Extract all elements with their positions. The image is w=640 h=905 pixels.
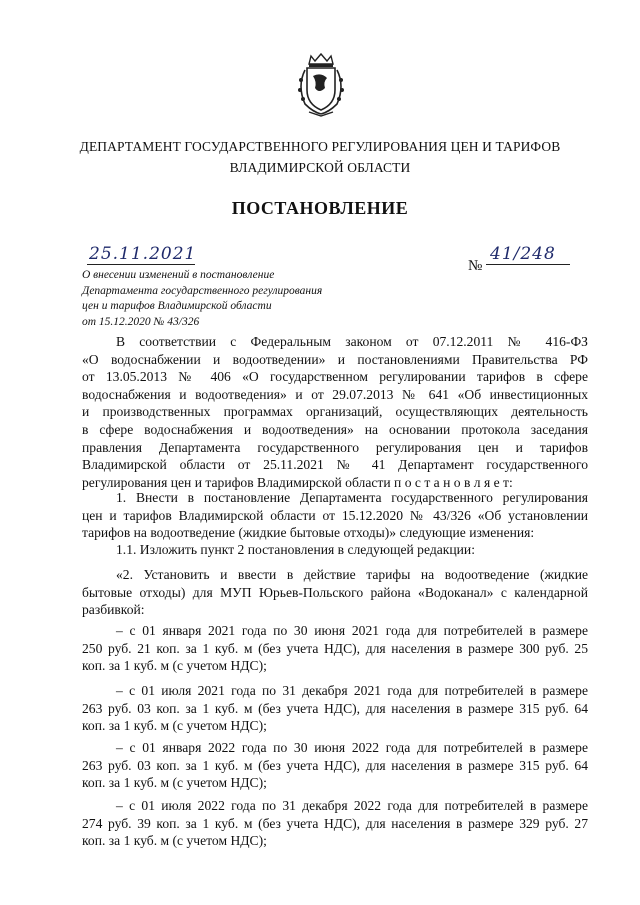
department-name-line2: ВЛАДИМИРСКОЙ ОБЛАСТИ bbox=[229, 160, 411, 175]
number-label: № bbox=[468, 258, 483, 274]
text-line: 1.1. Изложить пункт 2 постановления в следующей редакции: bbox=[116, 542, 475, 557]
text-line: – с 01 января 2021 года по 30 июня 2021 года для потребителей в размере bbox=[116, 623, 588, 638]
tariff-period-3 bbox=[82, 739, 588, 792]
text-line: бытовые отходы) для МУП Юрьев-Польского района «Водоканал» с календарной bbox=[82, 584, 588, 600]
text-line: в сфере водоснабжения и водоотведения» на основании протокола заседания bbox=[82, 421, 588, 437]
text-line: В соответствии с Федеральным законом от 07.12.2011 № 416-ФЗ bbox=[116, 334, 588, 349]
text-line: «2. Установить и ввести в действие тарифы на водоотведение (жидкие bbox=[116, 567, 588, 582]
tariff-period-2 bbox=[82, 682, 588, 735]
text-line: коп. за 1 куб. м (с учетом НДС); bbox=[82, 775, 267, 791]
text-line: коп. за 1 куб. м (с учетом НДС); bbox=[82, 833, 267, 849]
paragraph-item-1 bbox=[82, 489, 588, 542]
text-line: регулирования цен и тарифов Владимирской области п о с т а н о в л я е т: bbox=[82, 474, 513, 490]
text-line: – с 01 января 2022 года по 30 июня 2022 года для потребителей в размере bbox=[116, 740, 588, 755]
text-line: 263 руб. 03 коп. за 1 куб. м (без учета НДС), для населения в размере 315 руб. 64 bbox=[82, 700, 588, 716]
subject-line: от 15.12.2020 № 43/326 bbox=[82, 315, 200, 328]
text-line: правления Департамента государственного регулирования цен и тарифов bbox=[82, 439, 588, 455]
text-line: – с 01 июля 2022 года по 31 декабря 2022 года для потребителей в размере bbox=[116, 798, 588, 813]
tariff-period-4 bbox=[82, 797, 588, 850]
department-name-line1: ДЕПАРТАМЕНТ ГОСУДАРСТВЕННОГО РЕГУЛИРОВАНИЯ ЦЕН И ТАРИФОВ bbox=[79, 139, 561, 154]
text-line: разбивкой: bbox=[82, 602, 145, 618]
text-line: Владимирской области от 25.11.2021 № 41 Департамент государственного bbox=[82, 457, 588, 473]
document-number: 41/248 bbox=[486, 244, 570, 265]
tariff-period-1 bbox=[82, 622, 588, 675]
paragraph-item-2 bbox=[82, 566, 588, 619]
paragraph-preamble bbox=[82, 333, 588, 491]
text-line: 250 руб. 21 коп. за 1 куб. м (без учета НДС), для населения в размере 300 руб. 25 bbox=[82, 640, 588, 656]
subject-line: Департамента государственного регулирования bbox=[82, 284, 323, 297]
text-line: – с 01 июля 2021 года по 31 декабря 2021 года для потребителей в размере bbox=[116, 683, 588, 698]
text-line: 1. Внести в постановление Департамента государственного регулирования bbox=[116, 490, 588, 505]
coat-of-arms-icon bbox=[293, 52, 349, 118]
document-subject bbox=[82, 268, 372, 330]
text-line: 274 руб. 39 коп. за 1 куб. м (без учета НДС), для населения в размере 329 руб. 27 bbox=[82, 815, 588, 831]
text-line: цен и тарифов Владимирской области от 15.12.2020 № 43/326 «Об установлении bbox=[82, 507, 588, 523]
document-date: 25.11.2021 bbox=[89, 244, 197, 264]
text-line: водоснабжения и водоотведения» и от 29.07.2013 № 641 «Об инвестиционных bbox=[82, 386, 588, 402]
text-line: от 13.05.2013 № 406 «О государственном регулировании тарифов в сфере bbox=[82, 369, 588, 385]
text-line: и производственных программах организаций, осуществляющих деятельность bbox=[82, 404, 588, 420]
paragraph-item-1-1 bbox=[82, 541, 588, 559]
subject-line: цен и тарифов Владимирской области bbox=[82, 300, 272, 312]
text-line: коп. за 1 куб. м (с учетом НДС); bbox=[82, 718, 267, 734]
document-title: ПОСТАНОВЛЕНИЕ bbox=[231, 198, 409, 218]
text-line: тарифов на водоотведение (жидкие бытовые отходы)» следующие изменения: bbox=[82, 525, 535, 541]
text-line: «О водоснабжении и водоотведении» и постановлениями Правительства РФ bbox=[82, 351, 588, 367]
subject-line: О внесении изменений в постановление bbox=[82, 269, 275, 281]
text-line: 263 руб. 03 коп. за 1 куб. м (без учета НДС), для населения в размере 315 руб. 64 bbox=[82, 757, 588, 773]
text-line: коп. за 1 куб. м (с учетом НДС); bbox=[82, 658, 267, 674]
